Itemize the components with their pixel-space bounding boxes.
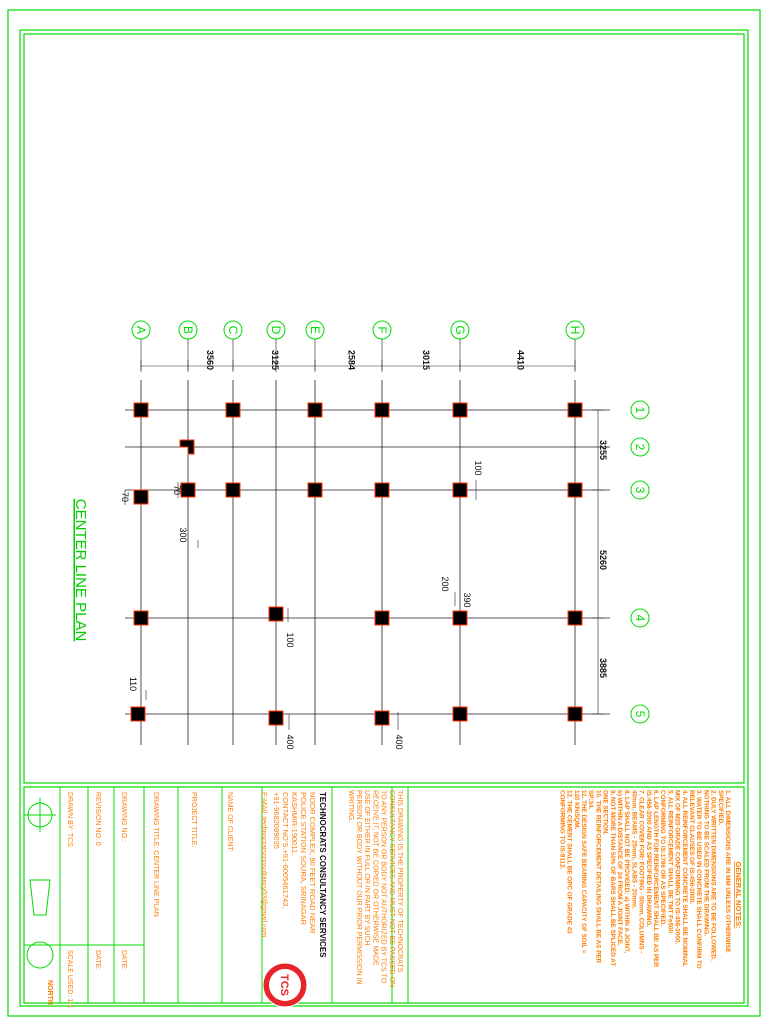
general-note-line: 9. NOT MORE THAN 50% OF BARS SHALL BE SPLICED AT — [608, 790, 616, 967]
grid-lines — [125, 380, 610, 745]
general-note-line: ONE SECTION. — [601, 790, 609, 836]
column — [134, 611, 148, 625]
general-note-line: 3. WATER TO BE USED IN CONCRETE SHALL CONFIRM TO — [695, 790, 703, 969]
column — [453, 483, 467, 497]
column-offset — [180, 440, 194, 454]
column — [134, 403, 148, 417]
column — [453, 403, 467, 417]
column — [375, 403, 389, 417]
general-note-line: 4. ALL REINFORCEMENT CONCRETE SHALL BE NOMINAL — [680, 790, 688, 967]
address-line: CONTACT NO'S.+91-6005461743, — [281, 792, 290, 909]
grid-bubble-label: A — [134, 325, 148, 335]
column — [375, 611, 389, 625]
grid-labels — [132, 321, 649, 723]
date-drawing: DATE: — [120, 950, 127, 971]
offset-label: 400 — [285, 734, 295, 750]
offset-label: 100 — [285, 632, 295, 648]
general-note-line: 8. LAP SHALL NOT BE PROVIDED: a) WITHIN A JOINT, — [623, 790, 631, 954]
general-note-line: b) WITHIN A DISTANCE OF 2d FROM A JOINT FACE. — [616, 790, 623, 946]
address-line: KASHMIR-190011. — [290, 792, 299, 856]
drawn-by: DRAWN BY: TCS — [66, 792, 73, 847]
disclaimer-line: THIS DRAWING IS THE PROPERTY OF TECHNOCRATS — [396, 790, 403, 973]
column — [308, 403, 322, 417]
grid-bubble-label: 4 — [633, 614, 647, 622]
general-notes-title: GENERAL NOTES: — [734, 861, 743, 929]
general-note-line: CONFORMING TO IS:8112. — [558, 790, 566, 870]
revision-no: REVISION NO: 0 — [94, 792, 101, 846]
project-title: PROJECT TITLE: — [190, 792, 197, 848]
grid-bubble-label: C — [226, 325, 240, 335]
disclaimer-line: PERSON OR BODY WITHOUT OUR PRIOR PERMISSION IN — [355, 790, 362, 985]
general-note-line: SPECIFIED. — [716, 790, 724, 825]
column — [453, 611, 467, 625]
general-note-line: 2. DULY WRITTEN DIMENSIONS ARE TO BE FOLLOWED, — [709, 790, 717, 961]
center-line-plan — [120, 321, 649, 750]
general-note-line: NOTHING TO BE SCALED FROM THE DRAWING. — [702, 790, 710, 937]
column — [134, 490, 148, 504]
dimension-label: 4410 — [515, 349, 526, 371]
offset-label: 300 — [178, 527, 188, 543]
grid-bubble-label: B — [181, 325, 195, 335]
disclaimer-line: RECEIVE IT, NOT BE COPIED OR OTHERWISE MADE — [371, 790, 379, 966]
column — [453, 707, 467, 721]
column — [269, 711, 283, 725]
column — [568, 403, 582, 417]
grid-bubble-label: 1 — [633, 406, 647, 414]
general-note-line: 40mm, BEAMS - 25mm, SLABS - 20mm. — [630, 790, 638, 909]
general-note-line: 5. ALL REINFORCEMENT SHALL BE TMT Fe500 — [666, 790, 674, 933]
offset-label: 100 — [473, 460, 483, 476]
columns — [131, 403, 582, 725]
grid-bubble-label: G — [453, 325, 467, 335]
scale-used: SCALE USED: 1:1 — [66, 950, 73, 1008]
general-note-line: 12. THE CEMENT SHALL BE OPC OF GRADE 43 — [565, 790, 573, 934]
dimension-label: 5260 — [598, 549, 608, 571]
disclaimer-line: CONSULTANCY SERVICES AND MUST NOT BE PASSED ON — [387, 790, 395, 988]
column — [308, 483, 322, 497]
general-note-line: 7. CLEAR COVER FOR: FOOTING - 50mm, COLUMNS - — [637, 790, 645, 954]
general-note-line: MIX OF M20 GRADE CONFORMING TO IS:456-2000. — [673, 790, 681, 945]
general-note-line: SP:34. — [587, 790, 595, 810]
north-arrow-icon — [30, 880, 50, 915]
drawing-no: DRAWING NO.: — [120, 792, 127, 842]
date-revision: DATE: — [94, 950, 101, 971]
disclaimer-line: TO ANY PERSON OR BODY NOT AUTHORIZED BY TCS TO — [379, 790, 387, 984]
column — [375, 711, 389, 725]
north-label: NORTH — [46, 980, 53, 1005]
column — [375, 483, 389, 497]
dimension-label: 2584 — [346, 349, 357, 371]
general-note-line: 11. THE DESIGN SAFE BEARING CAPACITY OF SOIL = — [580, 790, 587, 954]
grid-bubble-label: 3 — [633, 486, 647, 494]
general-note-line: RELEVANT CLAUSES OF IS:456-2000. — [688, 790, 695, 904]
column — [181, 483, 195, 497]
grid-bubble-label: D — [269, 325, 283, 335]
address-line: POLICE STATION SOURA, SRINAGAR — [299, 792, 308, 926]
offset-label: 390 — [462, 592, 472, 608]
company-name: TECHNOCRATS CONSULTANCY SERVICES — [318, 792, 327, 958]
company-email: E-MAIL:technocratsconsultancy03@gmail.com — [260, 792, 267, 938]
dimension-label: 3560 — [205, 349, 215, 371]
north-circle — [27, 942, 53, 968]
column — [131, 707, 145, 721]
general-note-line: 6. LAP LENGTH FOR REINFORCEMENT SHALL BE AS PER — [652, 790, 659, 967]
dimension-label: 3255 — [598, 439, 608, 461]
grid-bubble-label: E — [308, 325, 322, 335]
address-line: +91-9682089035 — [272, 792, 281, 849]
general-note-line: 1. ALL DIMENSIONS ARE IN MM UNLESS OTHERWISE — [724, 790, 731, 953]
offset-label: 110 — [128, 676, 138, 692]
drawing-title: DRAWING TITLE: CENTER LINE PLAN — [152, 792, 159, 917]
name-of-client: NAME OF CLIENT: — [226, 792, 233, 852]
disclaimer-line: WRITING. — [346, 790, 354, 823]
grid-bubble-label: F — [375, 326, 389, 334]
general-note-line: 10. THE REINFORCEMENT DETAILING SHALL BE AS PER — [594, 790, 602, 964]
title-block — [24, 787, 744, 1008]
general-note-line: 120 KN/SQM. — [572, 790, 580, 830]
offset-label: 200 — [440, 576, 450, 592]
dimension-label: 3015 — [421, 349, 431, 371]
dimension-label: 3125 — [270, 349, 280, 371]
general-note-line: CONFORMING TO IS:1786 OR AS SPECIFIED. — [659, 790, 667, 927]
tcs-logo-text: TCS — [278, 974, 290, 996]
column — [568, 611, 582, 625]
column — [226, 483, 240, 497]
offset-label: 400 — [394, 734, 404, 750]
plan-title: CENTER LINE PLAN — [72, 498, 89, 642]
column — [269, 607, 283, 621]
grid-bubble-label: H — [568, 325, 582, 335]
offset-label: 70 — [120, 491, 130, 503]
disclaimer-line: USE OF EITHER IN FULL OR IN PART BY SUCH — [363, 790, 371, 946]
column — [568, 707, 582, 721]
offset-label: 70 — [172, 484, 182, 496]
grid-bubble-label: 5 — [633, 710, 647, 718]
general-note-line: IS:456-2000 AND AS SPECIFIED IN DRAWING. — [644, 790, 652, 928]
dimension-label: 3885 — [598, 657, 608, 679]
column — [226, 403, 240, 417]
address-line: NOOR COMPLEX, 80 FEET ROAD NEAR — [308, 792, 317, 934]
column — [568, 483, 582, 497]
grid-bubble-label: 2 — [633, 443, 647, 451]
